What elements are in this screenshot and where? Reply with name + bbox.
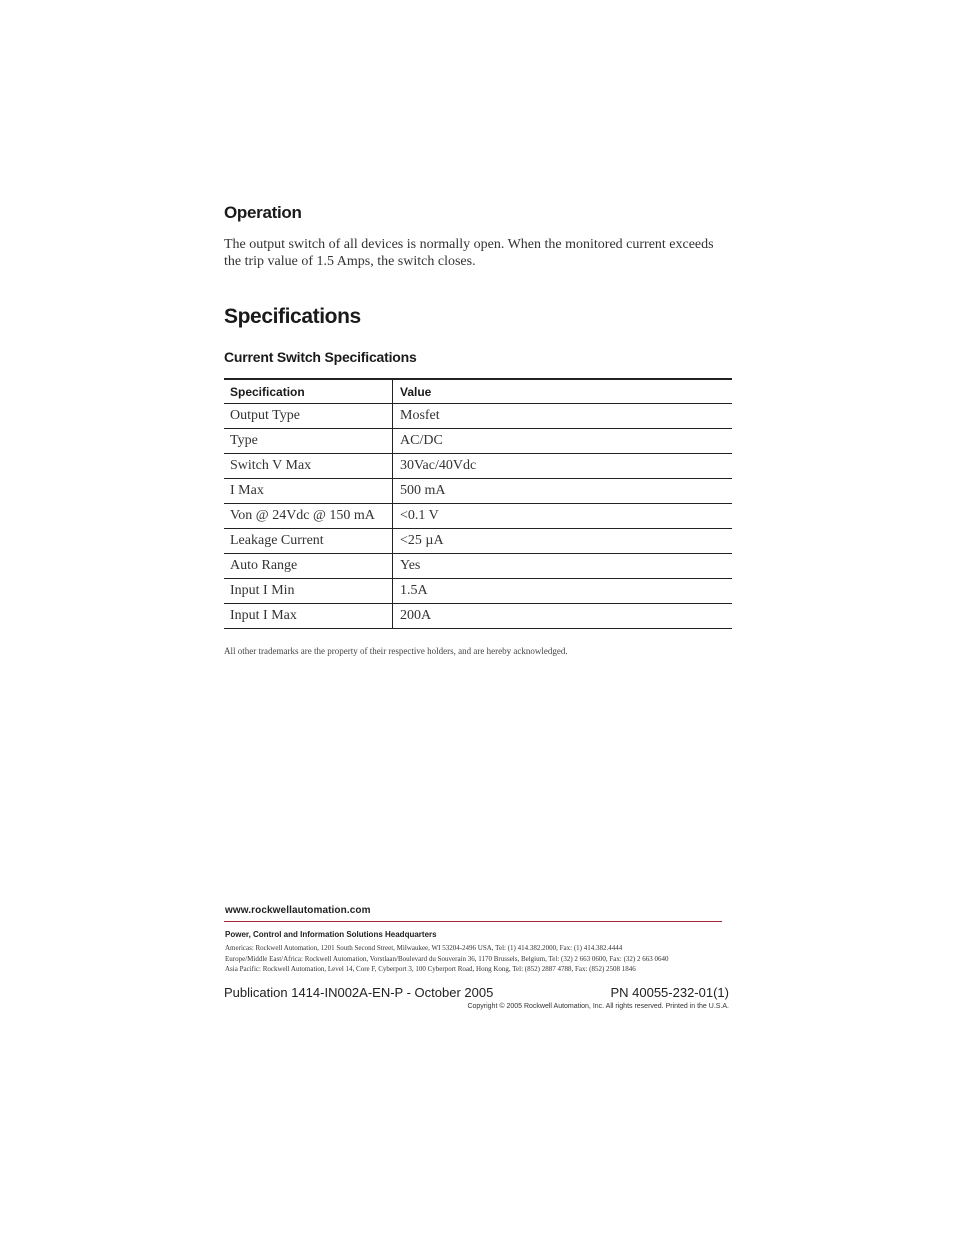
spec-value-cell: 200A bbox=[393, 604, 733, 629]
table-row bbox=[224, 404, 732, 429]
spec-name-cell: Output Type bbox=[224, 404, 393, 429]
spec-value-cell: 1.5A bbox=[393, 579, 733, 604]
address-emea: Europe/Middle East/Africa: Rockwell Automation, Vorstlaan/Boulevard du Souverain 36, 1170 Brussels, Belgium, Tel: (32) 2 663 0600, Fax: (32) 2 663 0640 bbox=[225, 955, 669, 963]
address-americas: Americas: Rockwell Automation, 1201 South Second Street, Milwaukee, WI 53204-2496 USA, Tel: (1) 414.382.2000, Fax: (1) 414.382.4444 bbox=[225, 944, 623, 952]
specifications-heading: Specifications bbox=[224, 305, 361, 328]
publication-number: Publication 1414-IN002A-EN-P - October 2005 bbox=[224, 985, 494, 1000]
spec-name-cell: Von @ 24Vdc @ 150 mA bbox=[224, 504, 393, 529]
copyright-notice: Copyright © 2005 Rockwell Automation, Inc. All rights reserved. Printed in the U.S.A. bbox=[467, 1003, 729, 1010]
column-header-value: Value bbox=[393, 379, 733, 404]
trademark-note: All other trademarks are the property of their respective holders, and are hereby acknowledged. bbox=[224, 646, 568, 656]
website-link[interactable]: www.rockwellautomation.com bbox=[225, 905, 371, 916]
address-asia-pacific: Asia Pacific: Rockwell Automation, Level 14, Core F, Cyberport 3, 100 Cyberport Road, Hong Kong, Tel: (852) 2887 4788, Fax: (852) 2508 1846 bbox=[225, 965, 636, 973]
spec-name-cell: Leakage Current bbox=[224, 529, 393, 554]
spec-name-cell: Type bbox=[224, 429, 393, 454]
operation-heading: Operation bbox=[224, 203, 302, 222]
footer-divider bbox=[224, 921, 722, 922]
spec-name-cell: Switch V Max bbox=[224, 454, 393, 479]
spec-value-cell: Yes bbox=[393, 554, 733, 579]
table-row bbox=[224, 579, 732, 604]
table-header-row bbox=[224, 379, 732, 404]
spec-value-cell: <0.1 V bbox=[393, 504, 733, 529]
table-row bbox=[224, 529, 732, 554]
table-row bbox=[224, 604, 732, 629]
specifications-table bbox=[224, 378, 732, 629]
current-switch-specs-heading: Current Switch Specifications bbox=[224, 349, 417, 365]
spec-value-cell: <25 µA bbox=[393, 529, 733, 554]
spec-name-cell: Input I Max bbox=[224, 604, 393, 629]
table-row bbox=[224, 504, 732, 529]
spec-name-cell: Input I Min bbox=[224, 579, 393, 604]
spec-value-cell: 500 mA bbox=[393, 479, 733, 504]
headquarters-title: Power, Control and Information Solutions Headquarters bbox=[225, 930, 437, 939]
part-number: PN 40055-232-01(1) bbox=[610, 985, 729, 1000]
operation-paragraph: The output switch of all devices is normally open. When the monitored current exceeds the trip value of 1.5 Amps, the switch closes. bbox=[224, 237, 714, 269]
spec-name-cell: Auto Range bbox=[224, 554, 393, 579]
table-row bbox=[224, 454, 732, 479]
spec-name-cell: I Max bbox=[224, 479, 393, 504]
table-row bbox=[224, 429, 732, 454]
spec-value-cell: AC/DC bbox=[393, 429, 733, 454]
spec-value-cell: Mosfet bbox=[393, 404, 733, 429]
spec-value-cell: 30Vac/40Vdc bbox=[393, 454, 733, 479]
column-header-specification: Specification bbox=[224, 379, 393, 404]
table-row bbox=[224, 479, 732, 504]
table-row bbox=[224, 554, 732, 579]
